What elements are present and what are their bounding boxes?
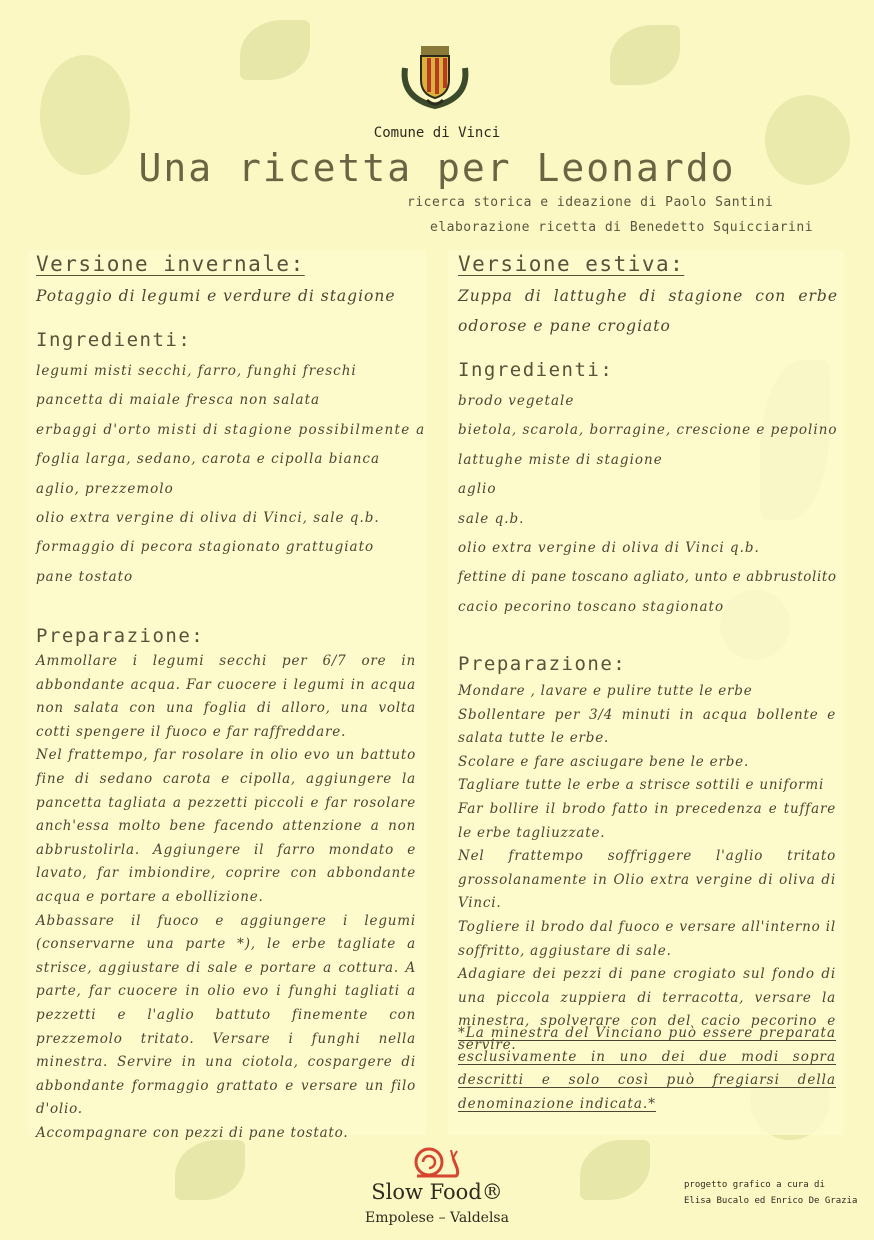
preparation-step: Mondare , lavare e pulire tutte le erbe xyxy=(458,683,753,699)
ingredient-item: olio extra vergine di oliva di Vinci q.b. xyxy=(458,539,760,556)
credit-recipe: elaborazione ricetta di Benedetto Squicciarini xyxy=(430,220,814,235)
winter-preparation-heading: Preparazione: xyxy=(36,625,205,647)
slow-food-brand: Slow Food® xyxy=(371,1180,503,1204)
preparation-step: Sbollentare per 3/4 minuti in acqua bollente e salata tutte le erbe. xyxy=(458,706,836,747)
ingredient-item: legumi misti secchi, farro, funghi freschi xyxy=(36,363,357,379)
summer-ingredients-heading: Ingredienti: xyxy=(458,359,614,381)
credit-research: ricerca storica e ideazione di Paolo Santini xyxy=(407,195,774,210)
winter-version-panel xyxy=(28,250,426,1141)
winter-preparation-text xyxy=(36,650,416,1145)
comune-crest-logo xyxy=(397,28,473,110)
ingredient-item: erbaggi d'orto misti di stagione possibilmente a xyxy=(36,421,426,438)
summer-ingredients-list xyxy=(458,387,842,622)
ingredient-item: pancetta di maiale fresca non salata xyxy=(36,392,321,409)
ingredient-item: formaggio di pecora stagionato grattugiato xyxy=(36,539,375,556)
winter-ingredients-list xyxy=(36,357,426,592)
summer-preparation-heading: Preparazione: xyxy=(458,653,627,675)
preparation-paragraph: Abbassare il fuoco e aggiungere i legumi (conservarne una parte *), le erbe tagliate a strisce, aggiustare di sale e portare a cottura. A parte, far cuocere in olio evo i funghi tagliati a pezzetti e l'aglio battuto finemente con prezzemolo tritato. Versare i funghi nella minestra. Servire in una ciotola, cospargere di abbondante formaggio grattato e versare un filo d'olio. xyxy=(36,912,416,1118)
ingredient-item: fettine di pane toscano agliato, unto e abbrustolito xyxy=(458,569,837,586)
preparation-paragraph: Ammollare i legumi secchi per 6/7 ore in abbondante acqua. Far cuocere i legumi in acqua non salata con una foglia di alloro, una volta cotti spengere il fuoco e far raffreddare. xyxy=(36,653,416,740)
summer-recipe-subtitle: Zuppa di lattughe di stagione con erbe odorose e pane crogiato xyxy=(458,287,838,335)
summer-version-heading: Versione estiva: xyxy=(458,252,685,276)
preparation-step: Adagiare dei pezzi di pane crogiato sul fondo di una piccola zuppiera di terracotta, versare la minestra, spolverare con del cacio pecorino e servire. xyxy=(458,966,836,1053)
ingredient-item: lattughe miste di stagione xyxy=(458,451,663,468)
preparation-step: Scolare e fare asciugare bene le erbe. xyxy=(458,753,750,770)
herb-illustration xyxy=(240,20,310,80)
preparation-paragraph: Nel frattempo, far rosolare in olio evo un battuto fine di sedano carota e cipolla, aggiungere la pancetta tagliata a pezzetti piccoli e far rosolare anch'essa molto bene facendo attenzione a non abbrustolirla. Aggiungere il farro mondato e lavato, far imbiondire, coprire con abbondante acqua e portare a ebollizione. xyxy=(36,747,416,905)
ingredient-item: sale q.b. xyxy=(458,510,525,527)
graphic-design-credit-label: progetto grafico a cura di xyxy=(684,1180,825,1190)
ingredient-item: aglio, prezzemolo xyxy=(36,480,174,497)
slow-food-chapter: Empolese – Valdelsa xyxy=(365,1210,509,1226)
preparation-step: Far bollire il brodo fatto in precedenza e tuffare le erbe tagliuzzate. xyxy=(458,800,836,841)
summer-preparation-text xyxy=(458,680,836,1058)
winter-recipe-subtitle: Potaggio di legumi e verdure di stagione xyxy=(36,287,396,305)
ingredient-item: brodo vegetale xyxy=(458,393,575,409)
graphic-design-credit-names: Elisa Bucalo ed Enrico De Grazia xyxy=(684,1196,858,1206)
winter-ingredients-heading: Ingredienti: xyxy=(36,329,192,351)
ingredient-item: olio extra vergine di oliva di Vinci, sale q.b. xyxy=(36,509,380,526)
snail-icon xyxy=(411,1146,461,1180)
ingredient-item: pane tostato xyxy=(36,568,134,585)
preparation-paragraph: Accompagnare con pezzi di pane tostato. xyxy=(36,1124,349,1141)
preparation-step: Tagliare tutte le erbe a strisce sottili e uniformi xyxy=(458,777,825,794)
ingredient-item: bietola, scarola, borragine, crescione e pepolino xyxy=(458,422,838,439)
preparation-step: Nel frattempo soffriggere l'aglio tritato grossolanamente in Olio extra vergine di oliva di Vinci. xyxy=(458,848,836,912)
winter-version-heading: Versione invernale: xyxy=(36,252,305,276)
denomination-note: *La minestra del Vinciano può essere preparata esclusivamente in uno dei due modi sopra descritti e solo così può fregiarsi della denominazione indicata.* xyxy=(458,1025,836,1112)
preparation-step: Togliere il brodo dal fuoco e versare all'interno il soffritto, aggiustare di sale. xyxy=(458,918,836,959)
herb-illustration xyxy=(610,25,680,85)
page-title: Una ricetta per Leonardo xyxy=(138,146,736,190)
ingredient-item: foglia larga, sedano, carota e cipolla bianca xyxy=(36,451,381,468)
ingredient-item: cacio pecorino toscano stagionato xyxy=(458,598,725,615)
ingredient-item: aglio xyxy=(458,481,497,498)
comune-label: Comune di Vinci xyxy=(373,125,501,141)
summer-version-panel xyxy=(448,250,844,1135)
